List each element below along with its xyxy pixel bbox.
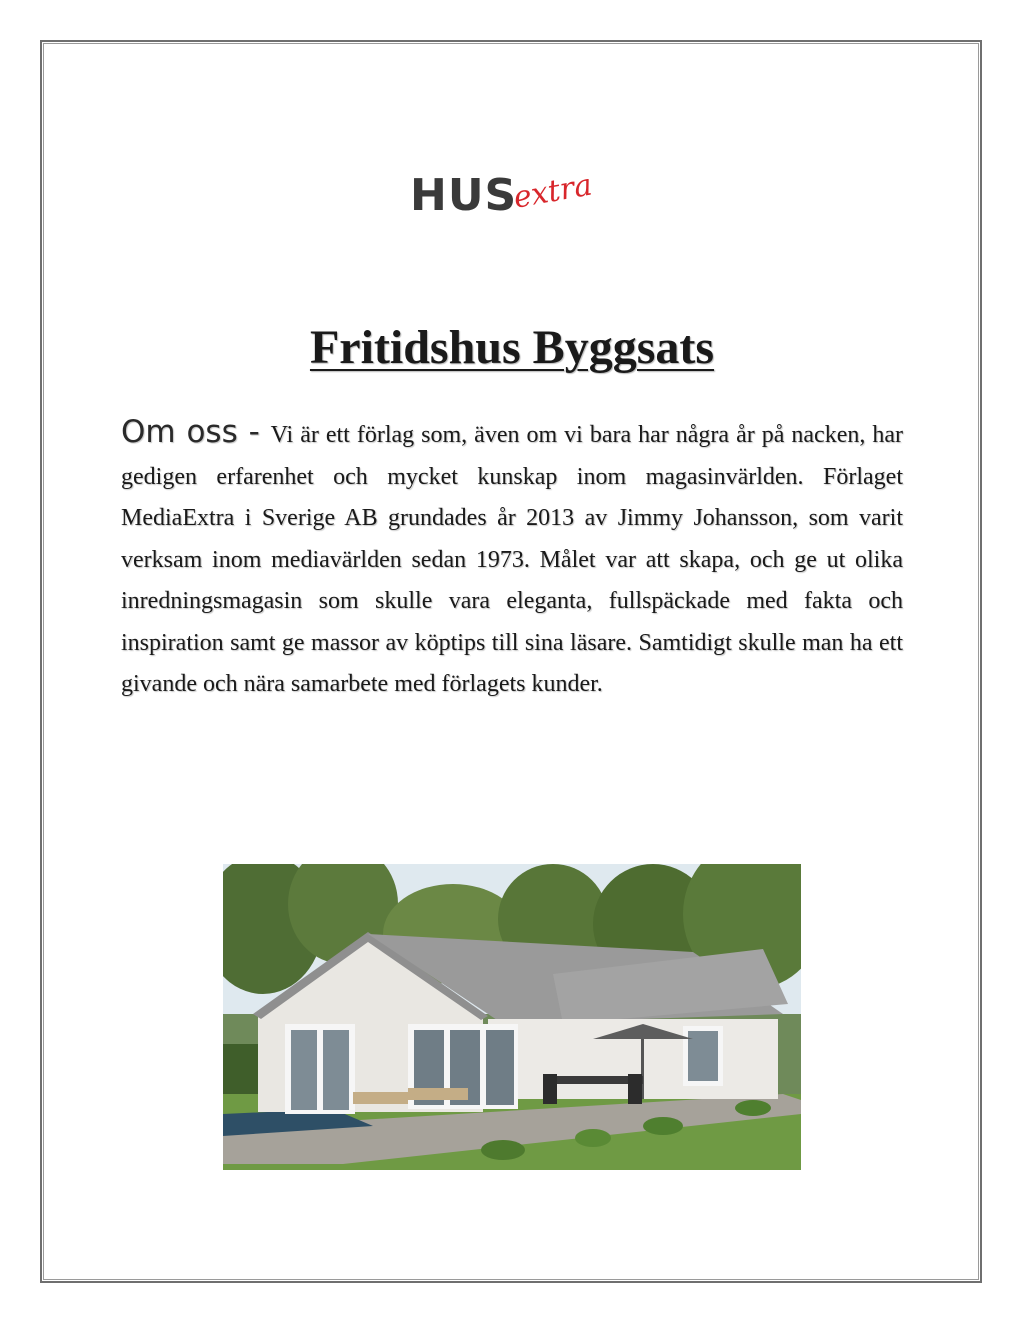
hus-extra-logo [410, 167, 620, 236]
about-text: Vi är ett förlag som, även om vi bara har några år på nacken, har gedigen erfarenhet och mycket kunskap inom magasinvärlden. Förlaget MediaExtra i Sverige AB grundades år 2013 av Jimmy Johansson, som varit verksam inom mediavärlden sedan 1973. Målet var att skapa, och ge ut olika inredningsmagasin som skulle vara eleganta, fullspäckade med fakta och inspiration samt ge massor av köptips till sina läsare. Samtidigt skulle man ha ett givande och nära samarbete med förlagets kunder. [121, 422, 903, 697]
logo-hus-text: HUS [410, 170, 518, 221]
logo-extra-text: extra [510, 167, 595, 216]
about-paragraph [121, 412, 903, 706]
house-illustration [223, 864, 801, 1170]
about-lead: Om oss - [121, 414, 271, 450]
house-photo [223, 864, 801, 1170]
page-title: Fritidshus Byggsats [309, 321, 715, 374]
